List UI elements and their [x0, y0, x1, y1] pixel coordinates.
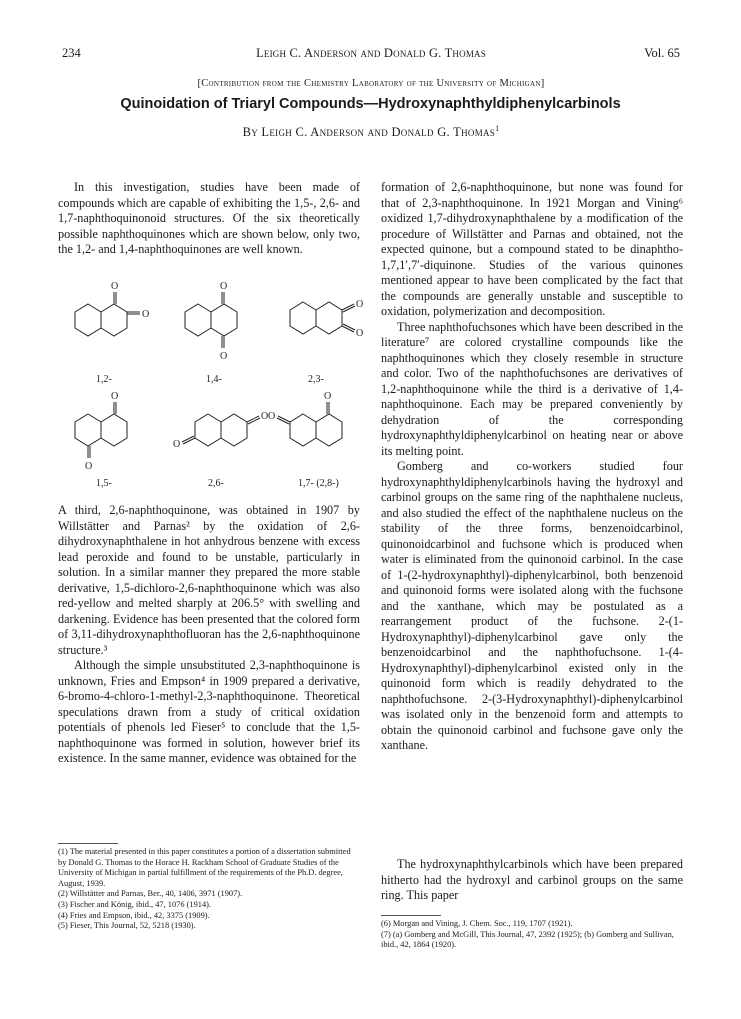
footnote-4: (4) Fries and Empson, ibid., 42, 3375 (1909).	[58, 910, 210, 920]
structure-2-6	[182, 414, 260, 446]
footnote-rule-left	[58, 843, 118, 844]
structure-1-7	[277, 402, 342, 446]
right-paragraph-4: The hydroxynaphthylcarbinols which have been prepared hitherto had the hydroxyl and carbinol groups on the same ring. This paper	[381, 857, 683, 902]
atom-o-8: O	[85, 461, 93, 472]
footnote-7: (7) (a) Gomberg and McGill, This Journal, 47, 2392 (1925); (b) Gomberg and Sullivan, ibid., 42, 1864 (1920).	[381, 929, 674, 950]
atom-o-1: O	[111, 281, 119, 292]
atom-o-6: O	[356, 328, 364, 339]
author-line	[62, 124, 680, 140]
right-column-continuation	[381, 857, 683, 904]
footnote-6: (6) Morgan and Vining, J. Chem. Soc., 119, 1707 (1921).	[381, 919, 573, 928]
footnote-5: (5) Fieser, This Journal, 52, 5218 (1930).	[58, 921, 196, 931]
naphthoquinone-structures-figure	[58, 274, 368, 500]
structures-svg	[58, 274, 368, 500]
label-1-5: 1,5-	[96, 478, 112, 489]
footnotes-left	[58, 847, 360, 932]
right-column-body	[381, 180, 683, 754]
atom-o-4: O	[220, 351, 228, 362]
left-paragraph-2: Although the simple unsubstituted 2,3-naphthoquinone is unknown, Fries and Empson⁴ in 1909 prepared a derivative, 6-bromo-4-chloro-1-methyl-2,3-naphthoquinone. Theoretical speculations drawn from a study of critical oxidation potentials of phenols led Fieser⁵ to conclude that the 1,5-naphthoquinone was formed in solution, however brief its existence. In the same manner, evidence was obtained for the	[58, 658, 360, 765]
intro-paragraph: In this investigation, studies have been made of compounds which are capable of exhibiting the 1,5-, 2,6- and 1,7-naphthoquinonoid structures. Of the six theoretically possible naphthoquinones which are shown below, only two, the 1,2- and 1,4-naphthoquinones are well known.	[58, 180, 360, 256]
atom-o-10: O	[173, 439, 181, 450]
atom-o-11: O	[324, 391, 332, 402]
left-paragraph-1: A third, 2,6-naphthoquinone, was obtained in 1907 by Willstätter and Parnas² by the oxidation of 2,6-dihydroxynaphthalene in hot anhydrous benzene with excess lead peroxide and found to be unstable, particularly in solution. In a similar manner they prepared the more stable derivative, 1,5-dichloro-2,6-naphthoquinone which was also red-yellow and melted sharply at 206.5° with swelling and darkening. Evidence has been presented that the colored form of 3,11-dihydroxynaphthofluoran has the 2,6-naphthoquinone structure.³	[58, 503, 360, 657]
page-number: 234	[62, 46, 81, 60]
right-paragraph-1: formation of 2,6-naphthoquinone, but none was found for that of 2,3-naphthoquinone. In 1921 Morgan and Vining⁶ oxidized 1,7-dihydroxynaphthalene by a modification of the procedure of Willstätter and Parnas and obtained, not the expected quinone, but a compound stated to be dinaphtho-1,7,1′,7′-diquinone. Studies of the various quinones mentioned appear to have been complicated by the fact that the compounds are generally unstable and susceptible to oxidation, polymerization and decomposition.	[381, 180, 683, 318]
label-1-4: 1,4-	[206, 374, 222, 385]
atom-o-2: O	[142, 309, 150, 320]
footnote-3: (3) Fischer and König, ibid., 47, 1076 (1914).	[58, 899, 212, 909]
footnote-1: (1) The material presented in this paper constitutes a portion of a dissertation submitted by Donald G. Thomas to the Horace H. Rackham School of Graduate Studies of the University of Michigan in partial fulfillment of the requirements of the Ph.D. degree, August, 1939.	[58, 847, 351, 888]
footnote-rule-right	[381, 915, 441, 916]
footnotes-right	[381, 919, 683, 951]
footnote-2: (2) Willstätter and Parnas, Ber., 40, 1406, 3971 (1907).	[58, 889, 243, 899]
atom-o-9: O	[261, 411, 269, 422]
atom-o-12: O	[268, 411, 276, 422]
label-1-2: 1,2-	[96, 374, 112, 385]
atom-o-5: O	[356, 299, 364, 310]
atom-o-3: O	[220, 281, 228, 292]
author-names: By Leigh C. Anderson and Donald G. Thomas	[242, 125, 496, 140]
contribution-line: [Contribution from the Chemistry Laboratory of the University of Michigan]	[197, 78, 545, 89]
left-column-intro	[58, 180, 360, 258]
structure-2-3	[290, 302, 355, 334]
structure-1-4	[185, 292, 237, 348]
page-header	[62, 46, 680, 62]
structure-1-5	[75, 402, 127, 458]
left-column-body	[58, 503, 360, 767]
volume-label: Vol. 65	[644, 46, 680, 60]
article-title: Quinoidation of Triaryl Compounds—Hydroxynaphthyldiphenylcarbinols	[120, 96, 621, 112]
structure-1-2	[75, 292, 140, 336]
label-1-7: 1,7- (2,8-)	[298, 478, 339, 489]
right-paragraph-2: Three naphthofuchsones which have been described in the literature⁷ are colored crystalline compounds like the naphthoquinones which they closely resemble in structure and color. Two of the naphthofuchsones are derivatives of 1,2-naphthoquinone while the third is a derivative of 1,4-naphthoquinone. Each may be prepared conveniently by dehydration of the corresponding hydroxynaphthyldiphenylcarbinol on heating near or above its melting point.	[381, 319, 683, 458]
label-2-3: 2,3-	[308, 374, 324, 385]
author-footnote-mark: 1	[495, 124, 500, 133]
running-head: Leigh C. Anderson and Donald G. Thomas	[256, 46, 486, 60]
right-paragraph-3: Gomberg and co-workers studied four hydroxynaphthyldiphenylcarbinols having the hydroxyl and carbinol groups on the same ring of the naphthalene nucleus, and also studied the effect of the naphthalene nucleus on the stability of the three forms, benzenoidcarbinol, quinonoidcarbinol and fuchsone which is produced when water is eliminated from the quinonoid carbinol. In the case of 1-(2-hydroxynaphthyl)-diphenylcarbinol, both benzenoid and quinonoid forms were isolated along with the fuchsone and the xanthane, which may be postulated as a rearrangement product of the fuchsone. 2-(1-Hydroxynaphthyl)-diphenylcarbinol gave only the benzenoidcarbinol and the naphthofuchsone. 1-(4-Hydroxynaphthyl)-diphenylcarbinol existed only in the quinonoid form which is readily dehydrated to the naphthofuchsone. 2-(3-Hydroxynaphthyl)-diphenylcarbinol was isolated only in the benzenoid form and attempts to obtain the quinonoid carbinol and fuchsone gave only the xanthane.	[381, 459, 683, 752]
atom-o-7: O	[111, 391, 119, 402]
label-2-6: 2,6-	[208, 478, 224, 489]
